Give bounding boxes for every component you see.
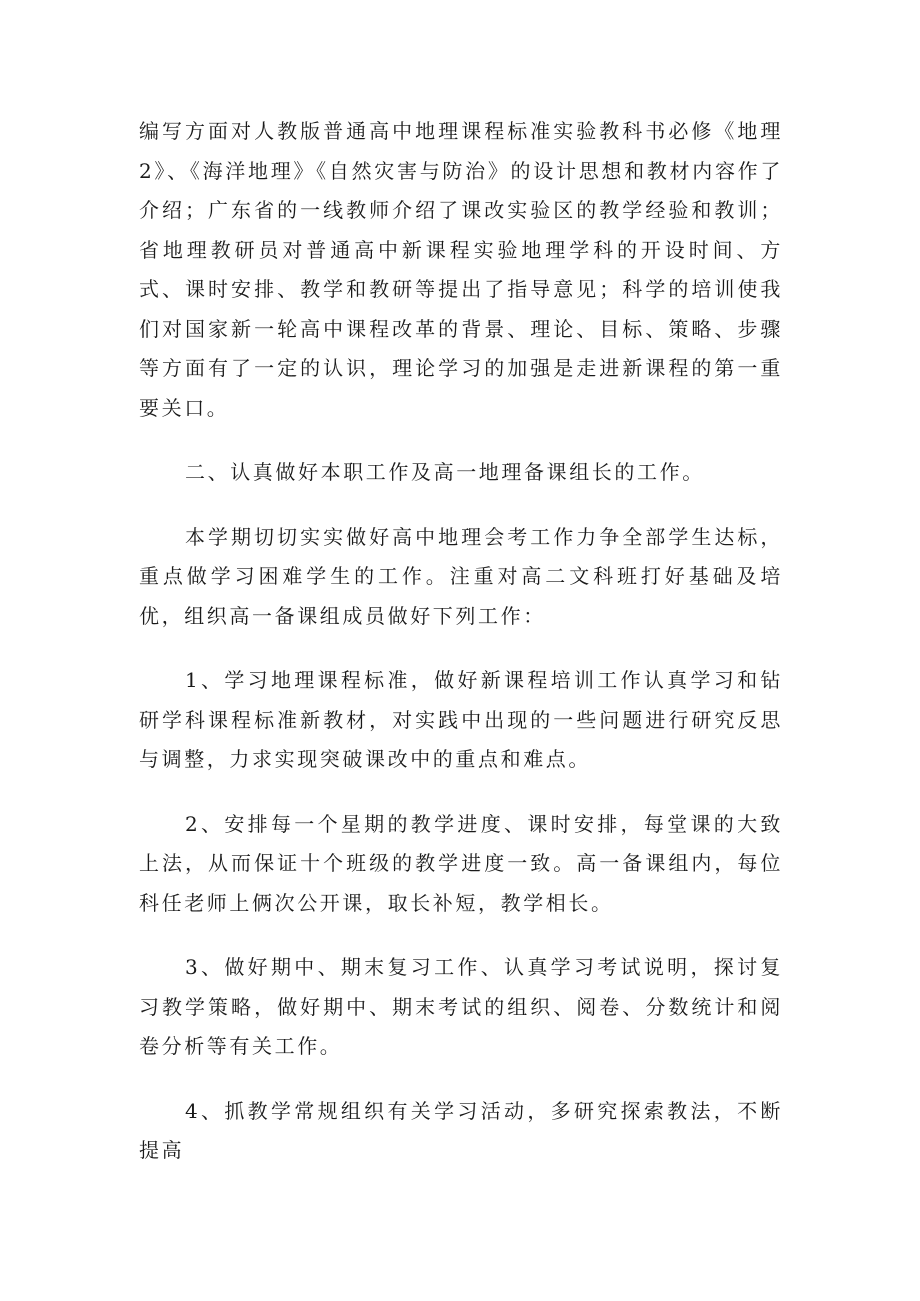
list-item-4: 4、抓教学常规组织有关学习活动，多研究探索教法，不断提高 bbox=[139, 1098, 783, 1162]
list-item-3: 3、做好期中、期末复习工作、认真学习考试说明，探讨复习教学策略，做好期中、期末考试的组织、阅卷、分数统计和阅卷分析等有关工作。 bbox=[139, 955, 783, 1058]
section-heading-two: 二、认真做好本职工作及高一地理备课组长的工作。 bbox=[185, 460, 705, 484]
paragraph-continued-intro: 编写方面对人教版普通高中地理课程标准实验教科书必修《地理2》、《海洋地理》《自然灾害与防治》的设计思想和教材内容作了介绍；广东省的一线教师介绍了课改实验区的教学经验和教训；省地理教研员对普通高中新课程实验地理学科的开设时间、方式、课时安排、教学和教研等提出了指导意见；科学的培训使我们对国家新一轮高中课程改革的背景、理论、目标、策略、步骤等方面有了一定的认识，理论学习的加强是走进新课程的第一重要关口。 bbox=[139, 119, 783, 420]
list-item-1: 1、学习地理课程标准，做好新课程培训工作认真学习和钻研学科课程标准新教材，对实践中出现的一些问题进行研究反思与调整，力求实现突破课改中的重点和难点。 bbox=[139, 668, 783, 771]
list-item-2: 2、安排每一个星期的教学进度、课时安排，每堂课的大致上法，从而保证十个班级的教学进度一致。高一备课组内，每位科任老师上俩次公开课，取长补短，教学相长。 bbox=[139, 811, 783, 915]
paragraph-semester-work: 本学期切切实实做好高中地理会考工作力争全部学生达标，重点做学习困难学生的工作。注重对高二文科班打好基础及培优，组织高一备课组成员做好下列工作： bbox=[139, 524, 783, 628]
document-body bbox=[139, 112, 783, 1171]
